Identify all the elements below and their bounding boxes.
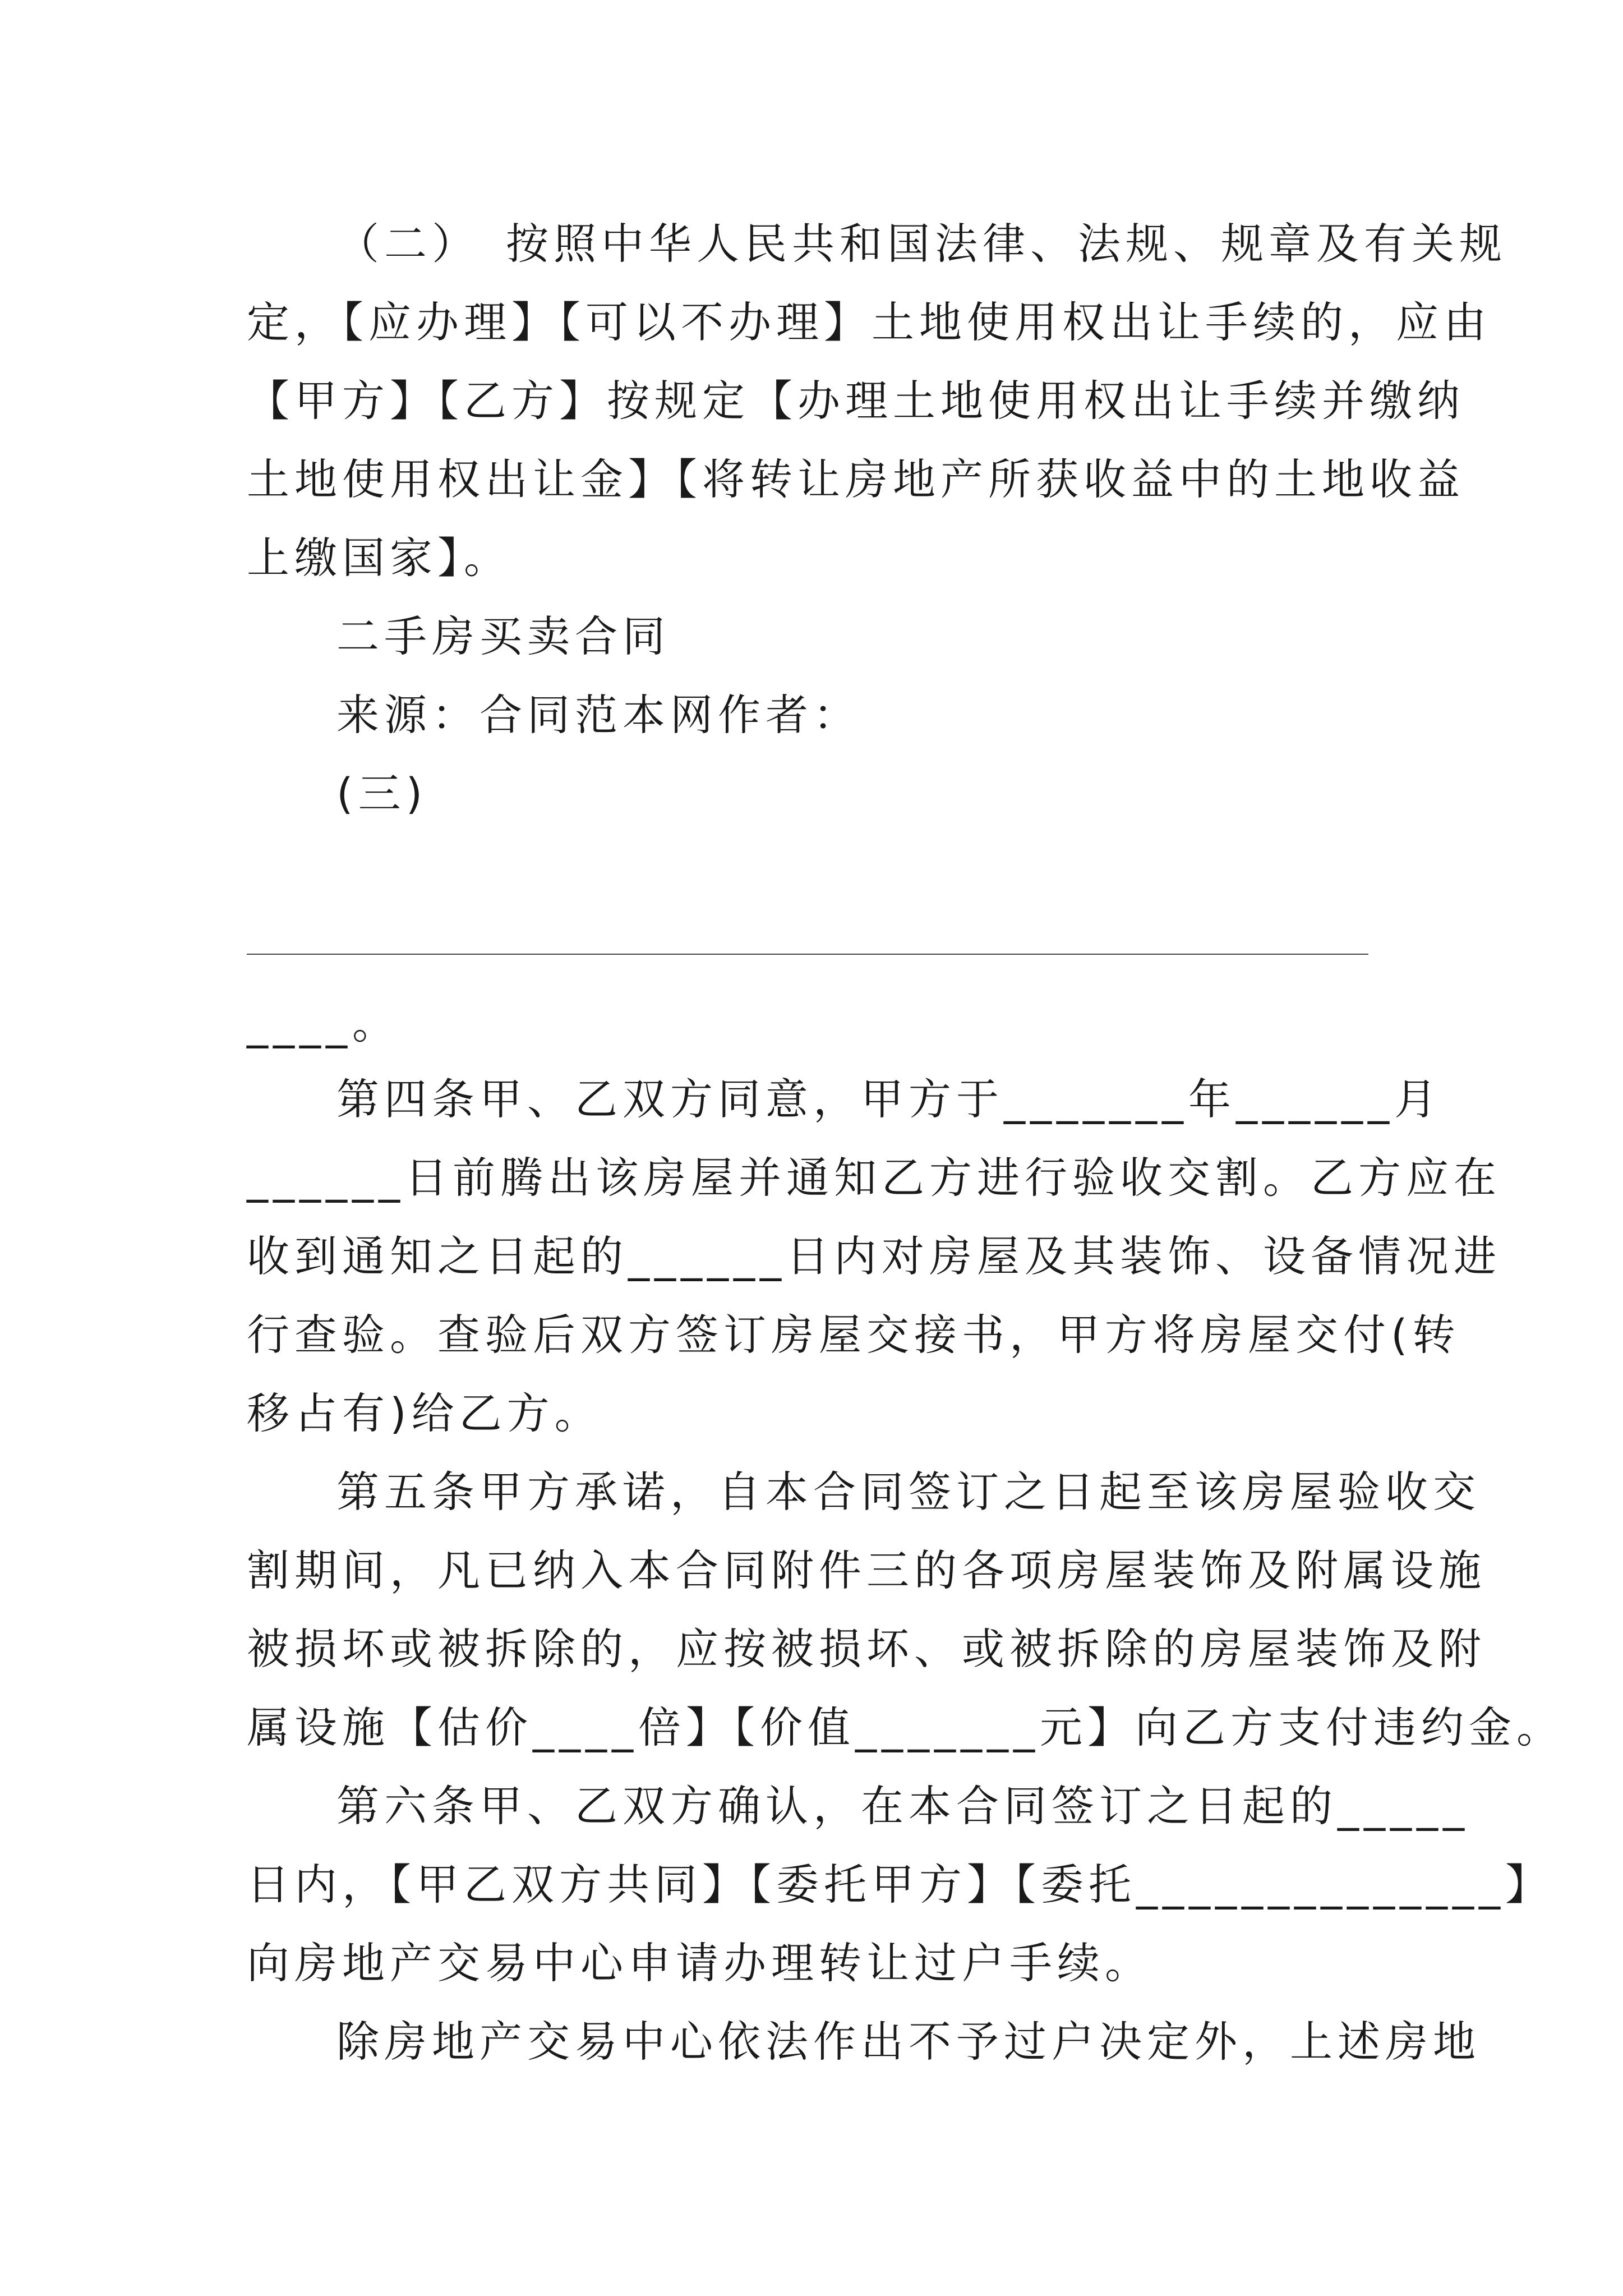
paragraph-line: 被损坏或被拆除的，应按被损坏、或被拆除的房屋装饰及附 bbox=[247, 1624, 1486, 1674]
paragraph-line: 行查验。查验后双方签订房屋交接书，甲方将房屋交付(转 bbox=[247, 1310, 1460, 1360]
clause-number: (三) bbox=[336, 769, 428, 818]
section-title: 二手房买卖合同 bbox=[336, 611, 670, 661]
paragraph-line: 割期间，凡已纳入本合同附件三的各项房屋装饰及附属设施 bbox=[247, 1545, 1486, 1595]
paragraph-line: 第六条甲、乙双方确认，在本合同签订之日起的_____ bbox=[336, 1781, 1469, 1831]
paragraph-line: 【甲方】【乙方】按规定【办理土地使用权出让手续并缴纳 bbox=[247, 376, 1465, 426]
source-line: 来源：合同范本网作者： bbox=[336, 690, 861, 740]
paragraph-line: 收到通知之日起的______日内对房屋及其装饰、设备情况进 bbox=[247, 1231, 1501, 1281]
paragraph-line: 除房地产交易中心依法作出不予过户决定外，上述房地 bbox=[336, 2017, 1481, 2067]
blank-fill-line bbox=[247, 954, 1368, 955]
paragraph-line: 第五条甲方承诺，自本合同签订之日起至该房屋验收交 bbox=[336, 1467, 1481, 1517]
paragraph-line: 向房地产交易中心申请办理转让过户手续。 bbox=[247, 1938, 1152, 1988]
paragraph-line: 土地使用权出让金】【将转让房地产所获收益中的土地收益 bbox=[247, 454, 1465, 504]
paragraph-line: 第四条甲、乙双方同意，甲方于_______年______月 bbox=[336, 1074, 1442, 1124]
paragraph-line: （二） 按照中华人民共和国法律、法规、规章及有关规 bbox=[336, 219, 1507, 269]
paragraph-line: 上缴国家】。 bbox=[247, 533, 511, 583]
paragraph-line: 移占有)给乙方。 bbox=[247, 1388, 602, 1438]
paragraph-line: 日内，【甲乙双方共同】【委托甲方】【委托______________】 bbox=[247, 1860, 1553, 1910]
paragraph-line: ____。 bbox=[247, 999, 400, 1048]
paragraph-line: 定，【应办理】【可以不办理】土地使用权出让手续的，应由 bbox=[247, 297, 1491, 347]
paragraph-line: ______日前腾出该房屋并通知乙方进行验收交割。乙方应在 bbox=[247, 1153, 1501, 1203]
paragraph-line: 属设施【估价____倍】【价值_______元】向乙方支付违约金。 bbox=[247, 1703, 1564, 1752]
